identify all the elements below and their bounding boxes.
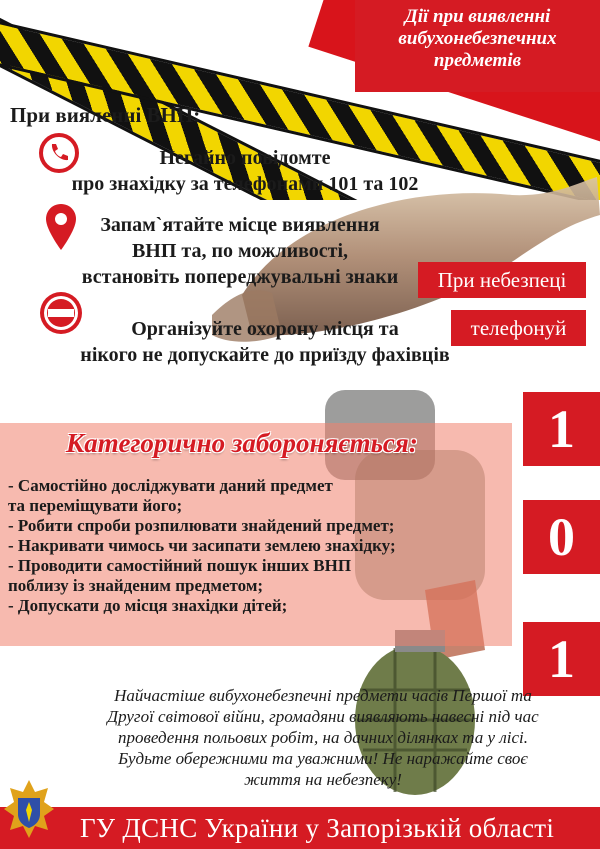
footer-org-name: ГУ ДСНС України у Запорізькій області bbox=[80, 813, 555, 843]
danger-label: При небезпеці bbox=[418, 262, 586, 298]
call-label: телефонуй bbox=[451, 310, 586, 346]
prohibited-item: та переміщувати його; bbox=[8, 496, 183, 515]
step-guard-line-2: нікого не допускайте до приїзду фахівців bbox=[80, 344, 450, 366]
title-line-2: вибухонебезпечних bbox=[398, 28, 557, 49]
step-notify-line-2: про знахідку за телефонами 101 та 102 bbox=[71, 173, 419, 195]
prohibited-item: - Робити спроби розпилювати знайдений предмет; bbox=[8, 516, 395, 535]
step-remember bbox=[60, 212, 420, 290]
step-guard bbox=[45, 316, 485, 368]
prohibited-title: Категорично забороняється: bbox=[66, 428, 418, 458]
intro-heading: При вияленні ВНП: bbox=[10, 103, 201, 127]
title-line-3: предметів bbox=[433, 50, 522, 71]
emergency-digit-3: 1 bbox=[523, 622, 600, 696]
note-line: життя на небезпеку! bbox=[244, 770, 402, 789]
note-line: Другої світової війни, громадяни виявляють навесні під час bbox=[107, 707, 539, 726]
step-remember-line-2: ВНП та, по можливості, bbox=[131, 240, 349, 262]
prohibited-item: - Проводити самостійний пошук інших ВНП bbox=[8, 556, 352, 575]
step-remember-line-3: встановіть попереджувальні знаки bbox=[81, 266, 399, 288]
step-notify bbox=[35, 145, 455, 197]
prohibited-item: - Самостійно досліджувати даний предмет bbox=[8, 476, 333, 495]
prohibited-item: - Допускати до місця знахідки дітей; bbox=[8, 596, 288, 615]
note-line: проведення польових робіт, на дачних ділянках та у лісі. bbox=[117, 728, 528, 747]
prohibited-item: поблизу із знайденим предметом; bbox=[8, 576, 264, 595]
prohibited-item: - Накривати чимось чи засипати землею знахідку; bbox=[8, 536, 396, 555]
note-line: Будьте обережними та уважними! Не наражайте своє bbox=[118, 749, 528, 768]
step-notify-line-1: Негайно повідомте bbox=[159, 147, 331, 169]
dsns-emblem-icon bbox=[4, 778, 54, 840]
prohibited-list bbox=[8, 476, 513, 616]
title-line-1: Дії при виявленні bbox=[404, 6, 551, 27]
emergency-digit-1: 1 bbox=[523, 392, 600, 466]
page-title bbox=[355, 6, 600, 72]
step-remember-line-1: Запам`ятайте місце виявлення bbox=[100, 214, 380, 236]
info-note bbox=[58, 685, 588, 790]
note-line: Найчастіше вибухонебезпечні предмети часів Першої та bbox=[114, 686, 532, 705]
step-guard-line-1: Організуйте охорону місця та bbox=[131, 318, 399, 340]
emergency-digit-2: 0 bbox=[523, 500, 600, 574]
